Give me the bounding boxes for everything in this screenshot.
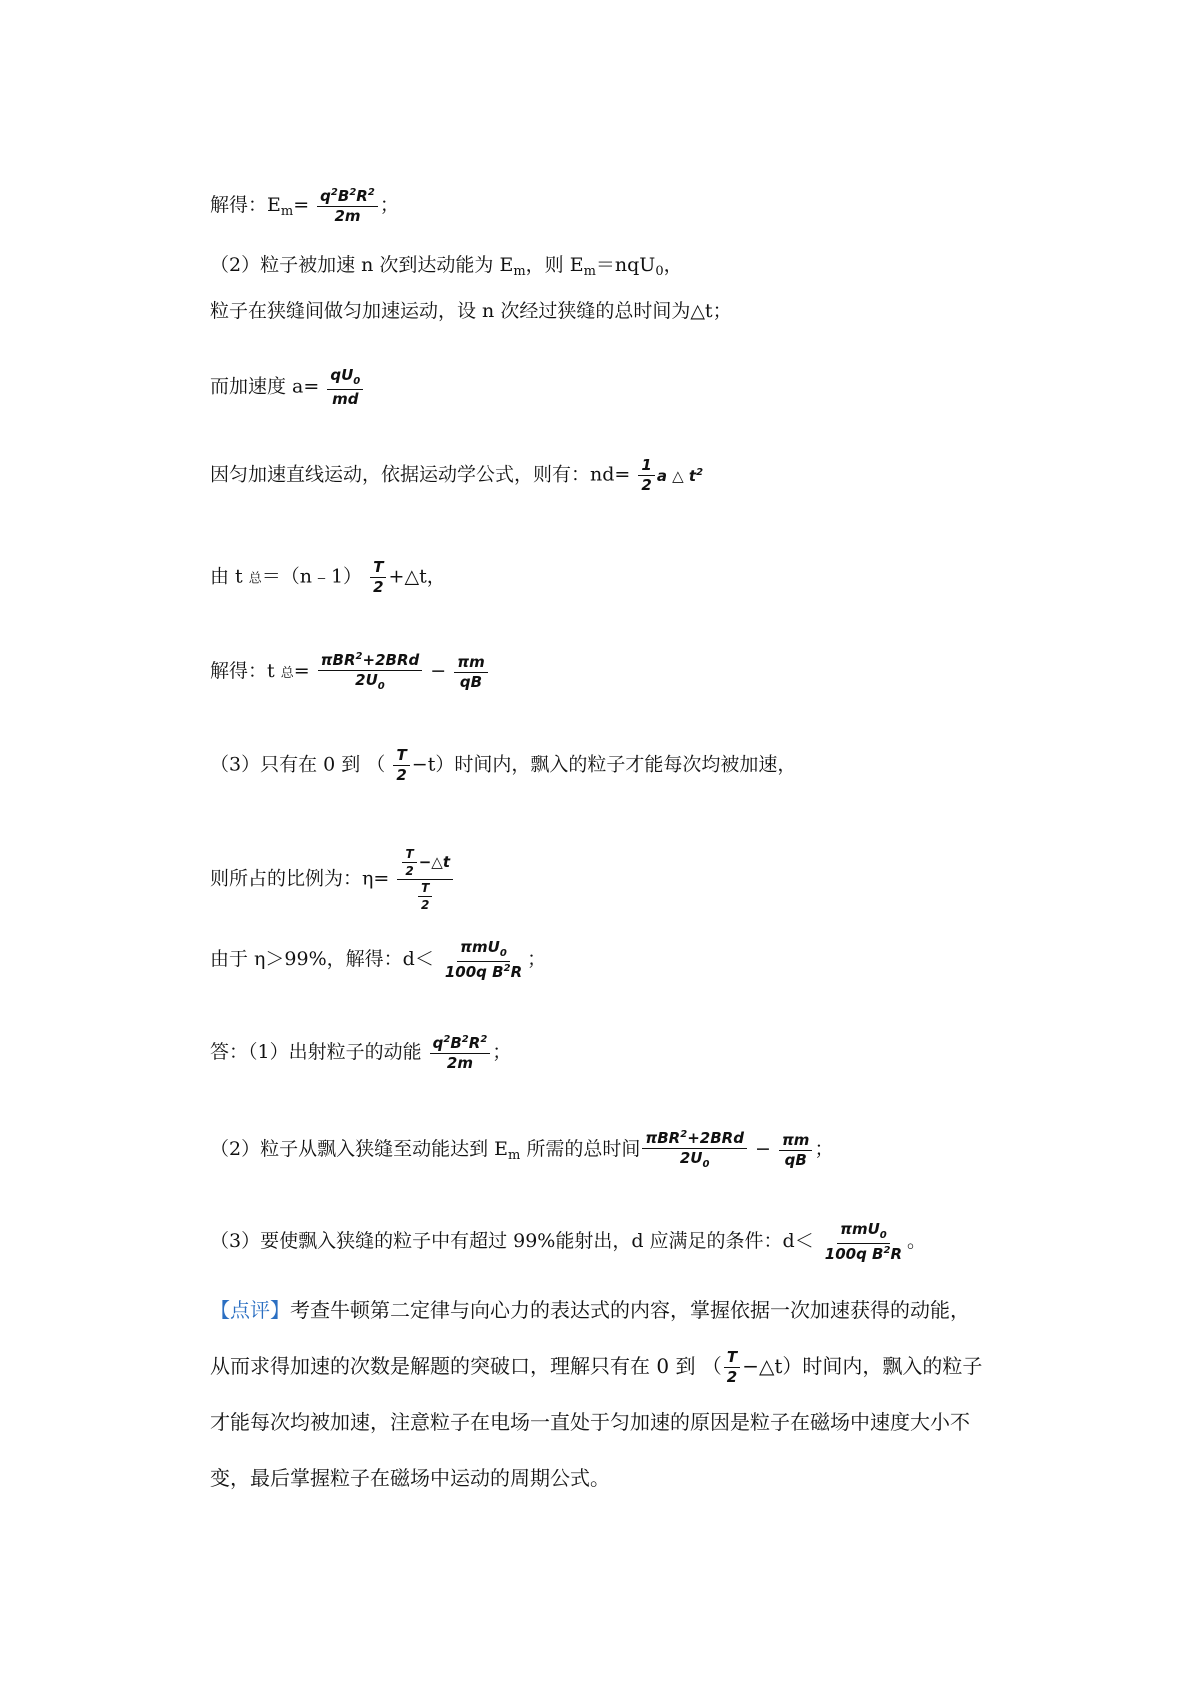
subscript: m [280,204,294,219]
answer-line-1 [210,1035,511,1071]
solution-line-7 [210,652,490,692]
text: ＝（n﹣1） [261,565,363,588]
comment-line-1 [210,1282,1030,1338]
solution-line-5 [210,458,703,493]
formula-total-time-a: $\frac{\pi BR^2+2BRd}{2U_0}$ [318,652,423,692]
text: +△t， [388,565,446,588]
formula-total-time-d: $\frac{\pi m}{qB}$ [779,1133,813,1168]
formula-em-2: $\frac{q^2B^2R^2}{2m}$ [430,1035,491,1071]
text: 由于 η＞99%，解得：d＜ [210,948,434,970]
text: 从而求得加速的次数是解题的突破口，理解只有在 0 到 （ [210,1354,722,1378]
subscript: 总 [280,666,294,681]
text: 而加速度 a= [210,375,320,398]
text: = [293,194,310,216]
text: （3）要使飘入狭缝的粒子中有超过 99%能射出，d 应满足的条件：d＜ [210,1230,814,1252]
comment-line-3 [210,1394,1030,1450]
text: （2）粒子从飘入狭缝至动能达到 E [210,1138,508,1160]
text: 则所占的比例为：η= [210,867,390,890]
text: 答：（1）出射粒子的动能 [210,1041,422,1063]
solution-line-6 [210,560,446,595]
comment-tag: 【点评】 [210,1298,290,1322]
text: 。 [907,1230,927,1252]
answer-line-3 [210,1222,926,1262]
text: ； [379,194,399,216]
text: −△t）时间内，飘入的粒子 [742,1354,983,1378]
solution-line-8 [210,748,796,783]
minus-sign: − [424,660,453,682]
subscript: m [508,1148,521,1163]
text: （2）粒子被加速 n 次到达动能为 E [210,254,514,276]
solution-line-10 [210,940,546,980]
answer-line-2 [210,1130,833,1170]
text: ）时间内，飘入的粒子才能每次均被加速， [435,753,797,776]
text: 变，最后掌握粒子在磁场中运动的周期公式。 [210,1466,610,1490]
text: ； [527,948,547,970]
comment-line-4 [210,1450,1030,1506]
text: −t [411,753,436,776]
solution-line-2 [210,256,683,278]
formula-total-time-c: $\frac{\pi BR^2+2BRd}{2U_0}$ [642,1130,747,1170]
formula-d-limit: $\frac{\pi mU_0}{100q B^2R}$ [444,938,523,981]
text: （3）只有在 0 到 （ [210,753,386,776]
comment-paragraph [210,1282,1030,1506]
formula-t-half-2: $\frac{T}{2}$ [393,748,409,783]
text: ＝nqU [595,254,656,276]
formula-em: $\frac{q^2B^2R^2}{2m}$ [317,188,378,224]
subscript: 0 [655,264,664,279]
text: 由 t [210,565,249,588]
text: 解得：t [210,660,281,682]
formula-t-half-3: $\frac{T}{2}$ [724,1350,740,1385]
subscript: 总 [248,571,262,587]
formula-d-limit-2: $\frac{\pi mU_0}{100q B^2R}$ [824,1220,903,1263]
minus-sign: − [748,1138,777,1160]
solution-line-9 [210,848,455,911]
text: 粒子在狭缝间做匀加速运动，设 n 次经过狭缝的总时间为△t； [210,300,732,322]
text: ， [663,254,683,276]
formula-total-time-b: $\frac{\pi m}{qB}$ [454,655,488,690]
subscript: m [513,264,526,279]
text: ，则 E [525,254,584,276]
formula-t-half: $\frac{T}{2}$ [370,560,386,595]
comment-line-2 [210,1338,1030,1394]
text: 因匀加速直线运动，依据运动学公式，则有：nd= [210,463,631,486]
text: = [293,660,310,682]
formula-acceleration: $\frac{qU_0}{md}$ [327,368,363,407]
subscript: m [583,264,596,279]
formula-eta: $\frac{T}{2}$ −△t $\frac{T}{2}$ [397,848,453,911]
solution-line-1 [210,188,399,224]
text: 考查牛顿第二定律与向心力的表达式的内容，掌握依据一次加速获得的动能， [290,1298,970,1322]
formula-half: $\frac{1}{2}$ [638,458,654,493]
text: 解得：E [210,194,281,216]
text: ； [492,1041,512,1063]
text: 才能每次均被加速，注意粒子在电场一直处于匀加速的原因是粒子在磁场中速度大小不 [210,1410,970,1434]
solution-line-3 [210,302,732,321]
text: ； [814,1138,834,1160]
text: 所需的总时间 [520,1138,641,1160]
formula-at2: a △ $t^2$ [656,466,704,485]
solution-line-4 [210,368,365,407]
